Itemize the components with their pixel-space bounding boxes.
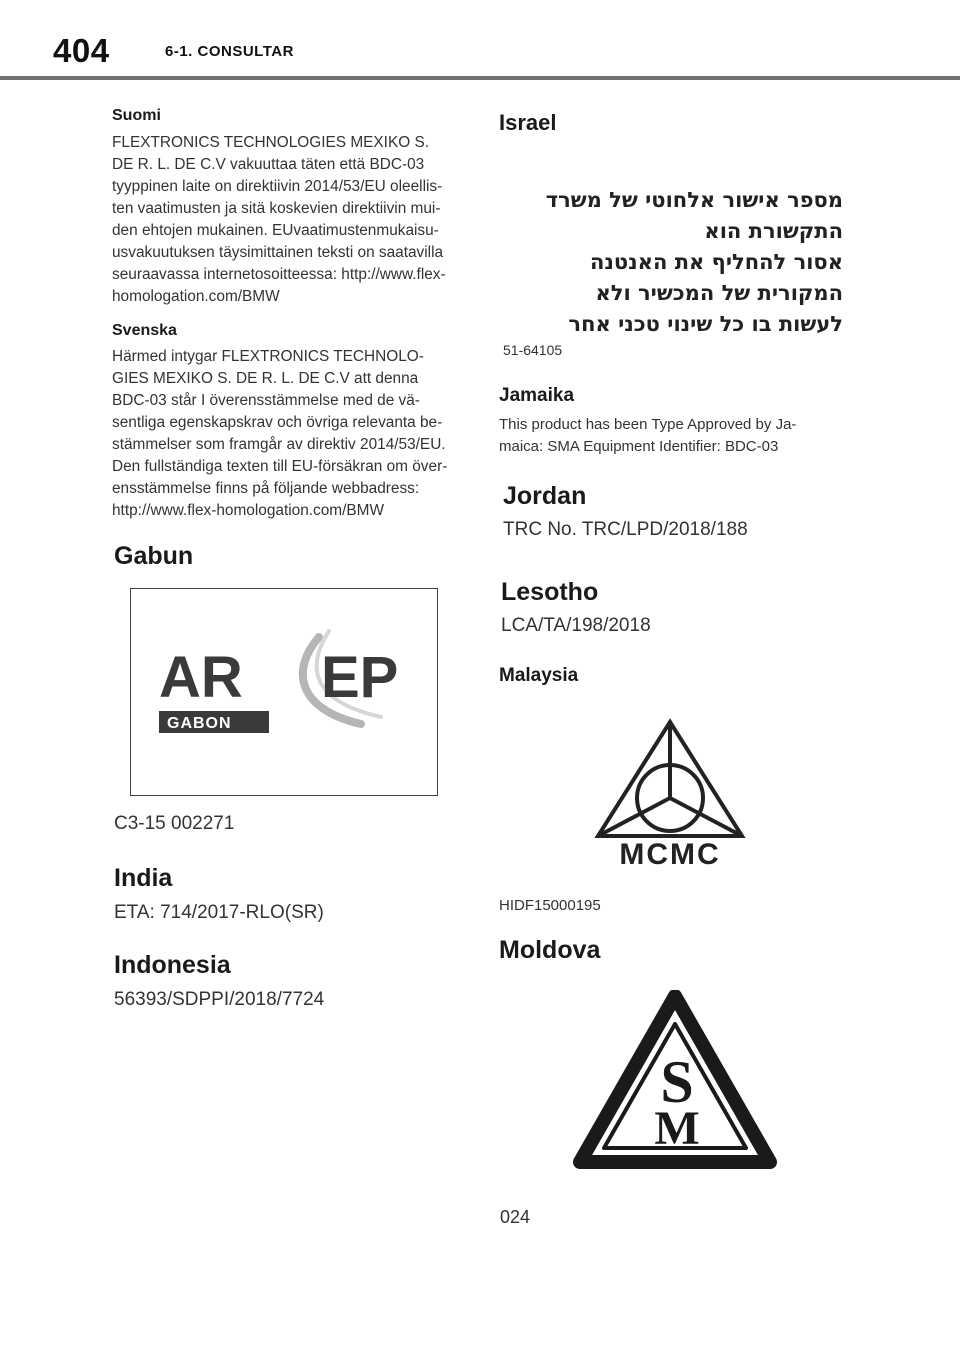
text-line: sentliga egenskapskrav och övriga relevanta be- — [112, 414, 443, 431]
page-number: 404 — [53, 32, 110, 69]
indonesia-value: 56393/SDPPI/2018/7724 — [114, 989, 325, 1010]
text-line: tyyppinen laite on direktiivin 2014/53/EU oleellis- — [112, 178, 443, 195]
lesotho-value: LCA/TA/198/2018 — [501, 615, 651, 636]
text-line: Den fullständiga texten till EU-försäkran om över- — [112, 458, 448, 475]
jamaika-paragraph — [499, 414, 849, 458]
hebrew-line: מספר אישור אלחוטי של משרד התקשורת הוא — [545, 188, 843, 243]
israel-hebrew-notice — [500, 185, 850, 336]
jordan-value: TRC No. TRC/LPD/2018/188 — [503, 519, 748, 540]
text-line: This product has been Type Approved by Ja- — [499, 416, 797, 433]
text-line: BDC-03 står I överensstämmelse med de vä- — [112, 392, 420, 409]
svg-text:M: M — [654, 1102, 700, 1155]
svg-text:EP: EP — [321, 645, 399, 710]
india-value: ETA: 714/2017-RLO(SR) — [114, 902, 324, 923]
text-line: stämmelser som framgår av direktiv 2014/53/EU. — [112, 436, 446, 453]
svenska-heading: Svenska — [112, 322, 177, 339]
text-line: FLEXTRONICS TECHNOLOGIES MEXIKO S. — [112, 134, 429, 151]
suomi-paragraph — [112, 132, 464, 308]
chapter-title: 6-1. CONSULTAR — [165, 43, 294, 60]
india-heading: India — [114, 864, 173, 892]
malaysia-heading: Malaysia — [499, 665, 579, 686]
text-line: http://www.flex-homologation.com/BMW — [112, 502, 384, 519]
israel-value: 51-64105 — [503, 342, 563, 358]
text-line: ten vaatimusten ja sitä koskevien direktiivin mui- — [112, 200, 441, 217]
moldova-sm-icon — [570, 990, 780, 1175]
text-line: Härmed intygar FLEXTRONICS TECHNOLO- — [112, 348, 424, 365]
mcmc-logo-icon — [580, 718, 760, 868]
hebrew-line: אסור להחליף את האנטנה המקורית של המכשיר ולא — [589, 250, 843, 305]
israel-heading: Israel — [499, 110, 557, 135]
jordan-heading: Jordan — [503, 482, 587, 510]
jamaika-heading: Jamaika — [499, 385, 575, 406]
mcmc-logo — [580, 718, 760, 868]
malaysia-value: HIDF15000195 — [499, 897, 601, 914]
moldova-value: 024 — [500, 1207, 531, 1227]
text-line: maica: SMA Equipment Identifier: BDC-03 — [499, 438, 779, 455]
hebrew-line: לעשות בו כל שינוי טכני אחר — [568, 312, 843, 336]
page-header — [0, 0, 960, 80]
header-rule — [0, 76, 960, 80]
moldova-sm-logo — [570, 990, 780, 1175]
text-line: DE R. L. DE C.V vakuuttaa täten että BDC-03 — [112, 156, 425, 173]
svenska-paragraph — [112, 346, 464, 522]
text-line: seuraavassa internetosoitteessa: http://www.flex- — [112, 266, 446, 283]
text-line: homologation.com/BMW — [112, 288, 280, 305]
gabun-value: C3-15 002271 — [114, 813, 235, 834]
svg-text:S: S — [660, 1049, 694, 1115]
arcep-letters: AR — [159, 645, 243, 710]
lesotho-heading: Lesotho — [501, 578, 599, 606]
gabon-label: GABON — [167, 715, 232, 732]
text-line: usvakuutuksen täysimittainen teksti on saatavilla — [112, 244, 444, 261]
text-line: ensstämmelse finns på följande webbadress: — [112, 480, 420, 497]
text-line: GIES MEXIKO S. DE R. L. DE C.V att denna — [112, 370, 419, 387]
moldova-heading: Moldova — [499, 936, 601, 964]
suomi-heading: Suomi — [112, 107, 161, 124]
arcep-logo-icon — [131, 589, 437, 795]
indonesia-heading: Indonesia — [114, 951, 231, 979]
arcep-gabon-logo — [130, 588, 438, 796]
gabun-heading: Gabun — [114, 542, 194, 570]
svg-text:MCMC: MCMC — [619, 838, 721, 868]
text-line: den ehtojen mukainen. EUvaatimustenmukaisu- — [112, 222, 439, 239]
